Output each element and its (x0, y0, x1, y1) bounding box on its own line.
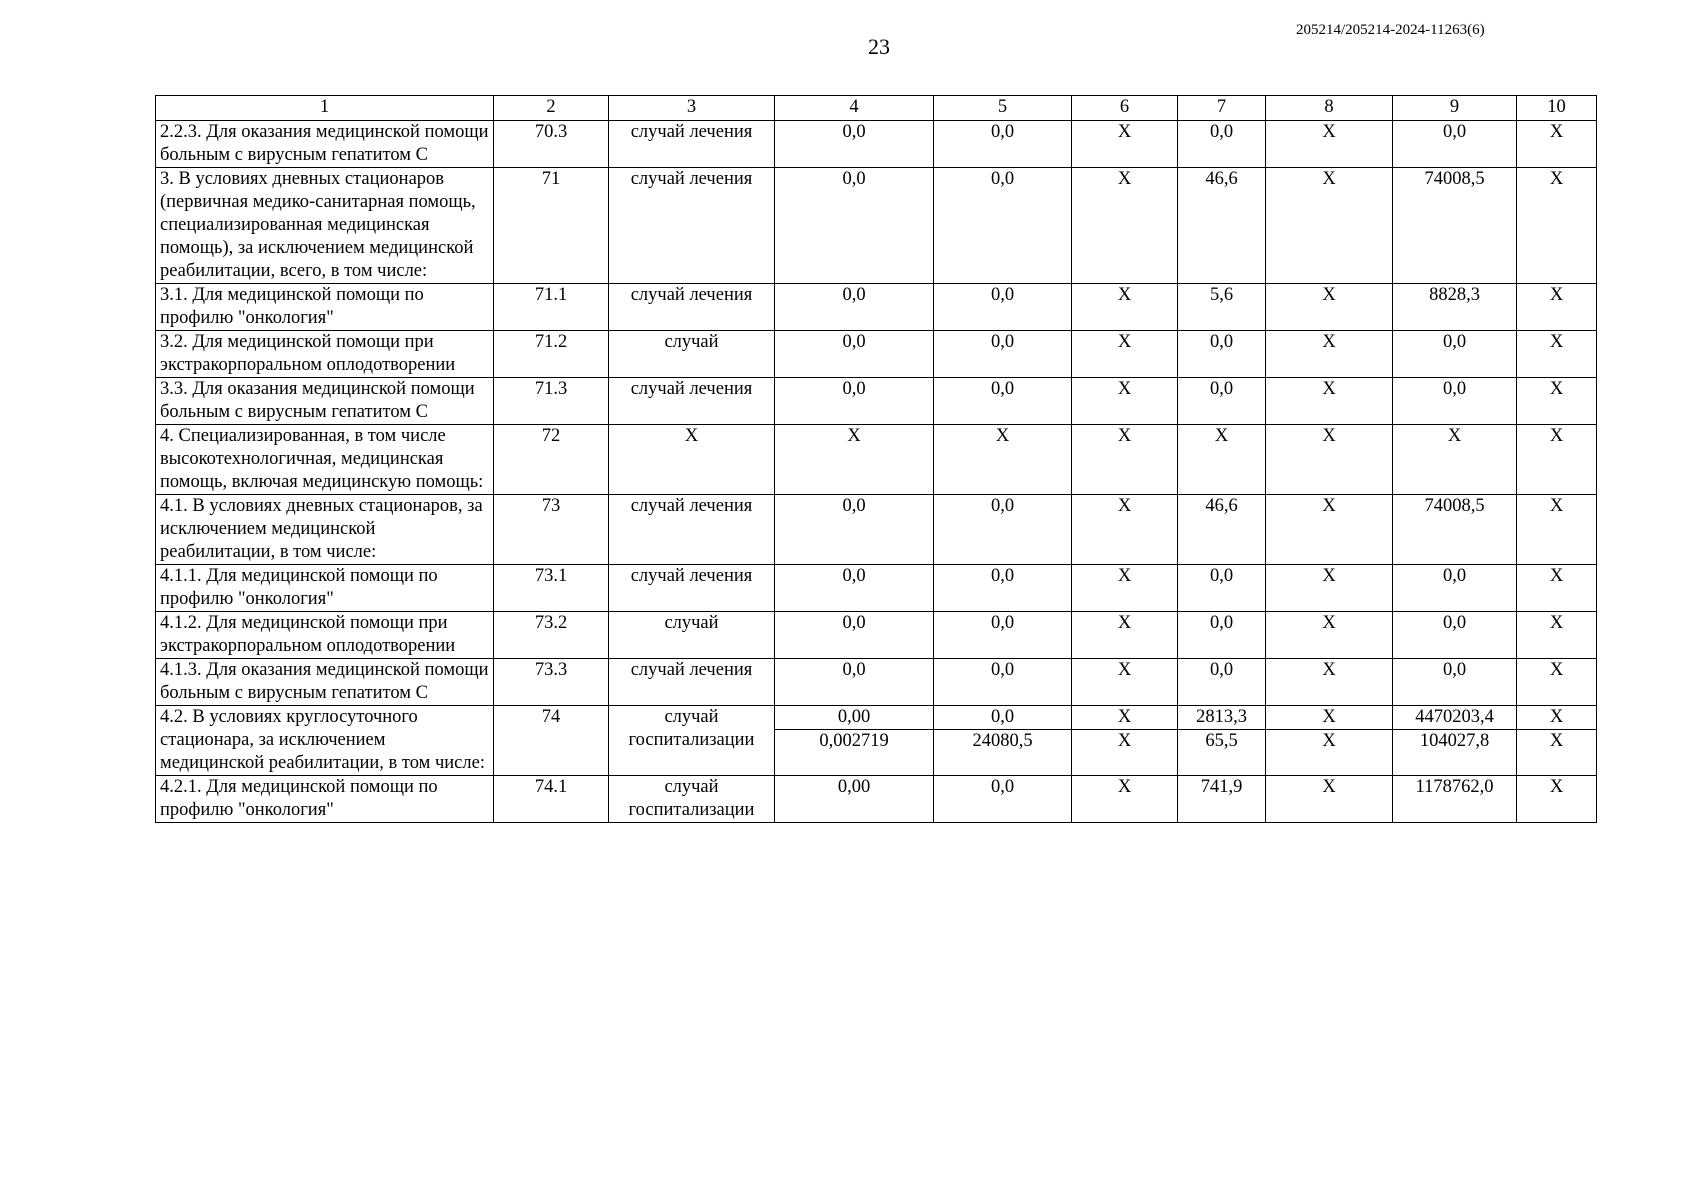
cell-col5: 0,0 (934, 612, 1072, 659)
cell-col4: 0,0 (775, 331, 934, 378)
cell-col6 (1072, 706, 1178, 776)
cell-col8: Х (1266, 331, 1393, 378)
cell-value-secondary: 65,5 (1178, 729, 1265, 753)
cell-col8: Х (1266, 776, 1393, 823)
cell-value: 2813,3 (1196, 707, 1247, 727)
row-name: 4.1.1. Для медицинской помощи по профилю "онкология" (156, 565, 494, 612)
table-row (156, 565, 1597, 612)
cell-value-secondary: 104027,8 (1393, 729, 1516, 753)
row-name: 2.2.3. Для оказания медицинской помощи больным с вирусным гепатитом С (156, 121, 494, 168)
document-id: 205214/205214-2024-11263(6) (1296, 22, 1485, 38)
cell-col4: 0,0 (775, 612, 934, 659)
cell-col5: 0,0 (934, 495, 1072, 565)
row-code: 71.2 (494, 331, 609, 378)
row-unit: случай лечения (609, 121, 775, 168)
row-code: 71.1 (494, 284, 609, 331)
cell-col7: 0,0 (1178, 331, 1266, 378)
cell-col10 (1517, 706, 1597, 776)
column-header: 4 (775, 96, 934, 121)
cell-value: Х (1117, 707, 1132, 727)
cell-col4: 0,0 (775, 378, 934, 425)
cell-col4: 0,0 (775, 168, 934, 284)
cell-col4 (775, 706, 934, 776)
row-unit: случай лечения (609, 378, 775, 425)
cell-col8: Х (1266, 378, 1393, 425)
column-header: 2 (494, 96, 609, 121)
cell-col5: 0,0 (934, 168, 1072, 284)
column-header: 5 (934, 96, 1072, 121)
cell-col10: Х (1517, 495, 1597, 565)
cell-col9: 8828,3 (1393, 284, 1517, 331)
cell-col9: 1178762,0 (1393, 776, 1517, 823)
cell-col8: Х (1266, 659, 1393, 706)
cell-col7: 0,0 (1178, 659, 1266, 706)
cell-col5: 0,0 (934, 659, 1072, 706)
cell-col6: Х (1072, 612, 1178, 659)
row-code: 73.2 (494, 612, 609, 659)
cell-col10: Х (1517, 378, 1597, 425)
cell-col9: Х (1393, 425, 1517, 495)
cell-col4: 0,0 (775, 284, 934, 331)
cell-col6: Х (1072, 495, 1178, 565)
cell-col4: 0,0 (775, 121, 934, 168)
cell-col7 (1178, 706, 1266, 776)
row-unit: случай лечения (609, 565, 775, 612)
row-name: 4.1. В условиях дневных стационаров, за исключением медицинской реабилитации, в том числе: (156, 495, 494, 565)
cell-col7: 46,6 (1178, 168, 1266, 284)
cell-col10: Х (1517, 425, 1597, 495)
cell-col9: 0,0 (1393, 378, 1517, 425)
table-row (156, 706, 1597, 776)
cell-col4: Х (775, 425, 934, 495)
row-unit: случай госпитализации (609, 776, 775, 823)
column-header: 7 (1178, 96, 1266, 121)
cell-col9: 74008,5 (1393, 168, 1517, 284)
cell-value: 0,0 (990, 707, 1015, 727)
cell-col6: Х (1072, 776, 1178, 823)
cell-col6: Х (1072, 378, 1178, 425)
cell-col7: 5,6 (1178, 284, 1266, 331)
row-unit: случай лечения (609, 659, 775, 706)
cell-col6: Х (1072, 331, 1178, 378)
cell-col10: Х (1517, 331, 1597, 378)
row-unit: случай лечения (609, 168, 775, 284)
cell-col6: Х (1072, 659, 1178, 706)
row-name: 4.2. В условиях круглосуточного стационара, за исключением медицинской реабилитации, в том числе: (156, 706, 494, 776)
cell-col5: Х (934, 425, 1072, 495)
cell-value-secondary: 24080,5 (934, 729, 1071, 753)
cell-col9: 0,0 (1393, 612, 1517, 659)
row-name: 4.2.1. Для медицинской помощи по профилю "онкология" (156, 776, 494, 823)
cell-col5: 0,0 (934, 331, 1072, 378)
cell-col8: Х (1266, 284, 1393, 331)
cell-value-secondary: Х (1517, 729, 1596, 753)
cell-col7: 0,0 (1178, 378, 1266, 425)
cell-col9: 0,0 (1393, 331, 1517, 378)
column-header: 1 (156, 96, 494, 121)
cell-col8: Х (1266, 168, 1393, 284)
row-code: 74.1 (494, 776, 609, 823)
row-name: 3. В условиях дневных стационаров (первичная медико-санитарная помощь, специализированная медицинская помощь), за исключением медицинской реабилитации, всего, в том числе: (156, 168, 494, 284)
cell-value: 4470203,4 (1415, 707, 1494, 727)
row-name: 4.1.2. Для медицинской помощи при экстракорпоральном оплодотворении (156, 612, 494, 659)
cell-col5: 0,0 (934, 121, 1072, 168)
row-code: 70.3 (494, 121, 609, 168)
row-code: 71.3 (494, 378, 609, 425)
column-header: 8 (1266, 96, 1393, 121)
cell-col6: Х (1072, 284, 1178, 331)
table-row (156, 612, 1597, 659)
cell-col7: 0,0 (1178, 565, 1266, 612)
table-row (156, 121, 1597, 168)
cell-col5 (934, 706, 1072, 776)
row-name: 4.1.3. Для оказания медицинской помощи больным с вирусным гепатитом С (156, 659, 494, 706)
column-header: 9 (1393, 96, 1517, 121)
table-row (156, 776, 1597, 823)
table-row (156, 284, 1597, 331)
cell-col7: 0,0 (1178, 612, 1266, 659)
cell-col8: Х (1266, 495, 1393, 565)
cell-col9: 0,0 (1393, 565, 1517, 612)
cell-col4: 0,0 (775, 565, 934, 612)
cell-value-secondary: Х (1266, 729, 1392, 753)
row-unit: случай (609, 331, 775, 378)
row-code: 73.3 (494, 659, 609, 706)
cell-col10: Х (1517, 168, 1597, 284)
cell-col4: 0,0 (775, 495, 934, 565)
cell-col8 (1266, 706, 1393, 776)
row-code: 73 (494, 495, 609, 565)
cell-col5: 0,0 (934, 776, 1072, 823)
cell-col5: 0,0 (934, 284, 1072, 331)
row-name: 3.1. Для медицинской помощи по профилю "онкология" (156, 284, 494, 331)
cell-value-secondary: Х (1072, 729, 1177, 753)
cell-col4: 0,00 (775, 776, 934, 823)
row-code: 74 (494, 706, 609, 776)
cell-value: 0,00 (837, 707, 871, 727)
cell-col9: 74008,5 (1393, 495, 1517, 565)
cell-value: Х (1322, 707, 1336, 727)
cell-col9: 0,0 (1393, 659, 1517, 706)
cell-col8: Х (1266, 121, 1393, 168)
cell-col10: Х (1517, 284, 1597, 331)
cell-col6: Х (1072, 121, 1178, 168)
column-header: 3 (609, 96, 775, 121)
row-unit: случай (609, 612, 775, 659)
row-name: 3.3. Для оказания медицинской помощи больным с вирусным гепатитом С (156, 378, 494, 425)
cell-col7: Х (1178, 425, 1266, 495)
table-row (156, 378, 1597, 425)
table-row (156, 495, 1597, 565)
row-code: 73.1 (494, 565, 609, 612)
cell-col6: Х (1072, 168, 1178, 284)
table-row (156, 425, 1597, 495)
table-row (156, 331, 1597, 378)
cell-col7: 0,0 (1178, 121, 1266, 168)
cell-col10: Х (1517, 776, 1597, 823)
cell-value-secondary: 0,002719 (775, 729, 933, 753)
cell-col6: Х (1072, 565, 1178, 612)
row-code: 72 (494, 425, 609, 495)
cell-value: Х (1549, 707, 1564, 727)
data-table (155, 95, 1597, 823)
cell-col7: 741,9 (1178, 776, 1266, 823)
cell-col8: Х (1266, 425, 1393, 495)
cell-col5: 0,0 (934, 565, 1072, 612)
page-number: 23 (868, 34, 890, 59)
cell-col8: Х (1266, 612, 1393, 659)
row-unit: случай лечения (609, 284, 775, 331)
cell-col5: 0,0 (934, 378, 1072, 425)
cell-col7: 46,6 (1178, 495, 1266, 565)
row-name: 3.2. Для медицинской помощи при экстракорпоральном оплодотворении (156, 331, 494, 378)
row-unit: случай лечения (609, 495, 775, 565)
table-row (156, 659, 1597, 706)
row-code: 71 (494, 168, 609, 284)
cell-col10: Х (1517, 659, 1597, 706)
table-row (156, 168, 1597, 284)
column-header: 6 (1072, 96, 1178, 121)
cell-col4: 0,0 (775, 659, 934, 706)
cell-col9: 0,0 (1393, 121, 1517, 168)
row-unit: случай госпитализации (609, 706, 775, 776)
cell-col10: Х (1517, 612, 1597, 659)
header-row (156, 96, 1597, 121)
cell-col10: Х (1517, 121, 1597, 168)
row-unit: Х (609, 425, 775, 495)
cell-col6: Х (1072, 425, 1178, 495)
column-header: 10 (1517, 96, 1597, 121)
cell-col10: Х (1517, 565, 1597, 612)
cell-col8: Х (1266, 565, 1393, 612)
row-name: 4. Специализированная, в том числе высокотехнологичная, медицинская помощь, включая медицинскую помощь: (156, 425, 494, 495)
cell-col9 (1393, 706, 1517, 776)
